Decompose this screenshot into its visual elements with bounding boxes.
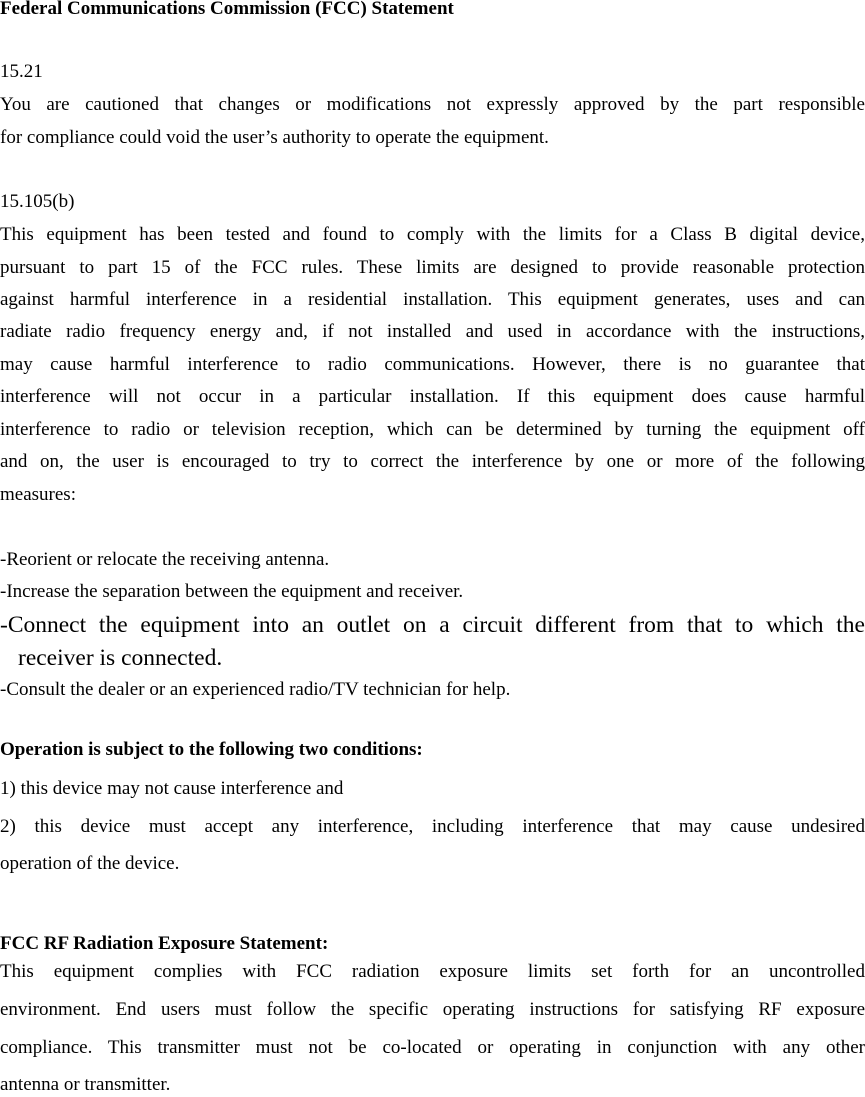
rf-exposure-line: environment. End users must follow the specific operating instructions for satisfying RF exposure [0, 999, 865, 1020]
measure-connect-outlet: -Connect the equipment into an outlet on a circuit different from that to which the [0, 612, 865, 638]
section-15-21-line: for compliance could void the user’s authority to operate the equipment. [0, 127, 549, 148]
rf-exposure-line: compliance. This transmitter must not be co-located or operating in conjunction with any other [0, 1037, 865, 1058]
section-15-105b-line: pursuant to part 15 of the FCC rules. These limits are designed to provide reasonable protection [0, 257, 865, 278]
section-15-21-heading: 15.21 [0, 61, 43, 82]
section-15-105b-line: may cause harmful interference to radio communications. However, there is no guarantee that [0, 354, 865, 375]
rf-exposure-heading: FCC RF Radiation Exposure Statement: [0, 933, 329, 954]
measure-consult-dealer: -Consult the dealer or an experienced radio/TV technician for help. [0, 679, 511, 700]
section-15-105b-line: and on, the user is encouraged to try to correct the interference by one or more of the following [0, 451, 865, 472]
measure-increase-separation: -Increase the separation between the equipment and receiver. [0, 581, 464, 602]
section-15-105b-heading: 15.105(b) [0, 191, 75, 212]
condition-item-1: 1) this device may not cause interference and [0, 778, 344, 799]
rf-exposure-line: This equipment complies with FCC radiation exposure limits set forth for an uncontrolled [0, 961, 865, 982]
section-15-105b-line: against harmful interference in a residential installation. This equipment generates, uses and can [0, 289, 865, 310]
section-15-105b-line: interference to radio or television reception, which can be determined by turning the equipment off [0, 419, 865, 440]
condition-item-2-continued: operation of the device. [0, 853, 180, 874]
measure-reorient: -Reorient or relocate the receiving antenna. [0, 549, 330, 570]
section-15-21-line: You are cautioned that changes or modifications not expressly approved by the part responsible [0, 94, 865, 115]
section-15-105b-line: interference will not occur in a particular installation. If this equipment does cause harmful [0, 386, 865, 407]
page-title: Federal Communications Commission (FCC) Statement [0, 0, 454, 19]
section-15-105b-line: radiate radio frequency energy and, if not installed and used in accordance with the instructions, [0, 321, 865, 342]
conditions-heading: Operation is subject to the following two conditions: [0, 739, 423, 760]
condition-item-2: 2) this device must accept any interference, including interference that may cause undesired [0, 816, 865, 837]
section-15-105b-line: measures: [0, 484, 76, 505]
rf-exposure-line: antenna or transmitter. [0, 1074, 171, 1095]
measure-connect-outlet-continued: receiver is connected. [18, 645, 223, 671]
section-15-105b-line: This equipment has been tested and found to comply with the limits for a Class B digital device, [0, 224, 865, 245]
